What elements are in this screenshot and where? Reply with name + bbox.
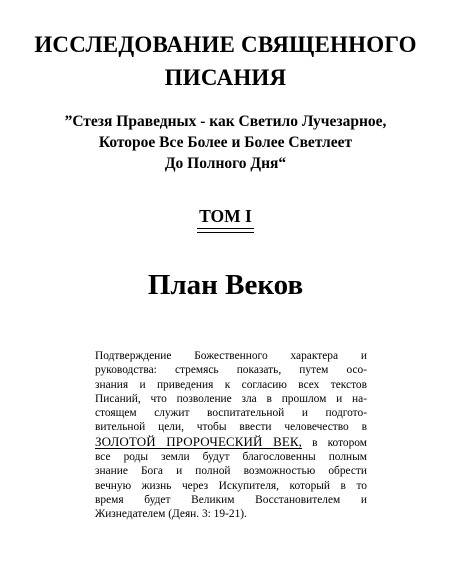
body-line-11: время будет Великим Восстановителем и [95,493,367,506]
body-line-4: Писаний, что позволение зла в прошлом и на- [95,392,367,405]
body-line-1: Подтверждение Божественного характера и [95,350,367,362]
body-line-6: вительной цели, чтобы ввести человечество в [95,421,367,434]
epigraph [0,111,451,174]
title-line-2: ПИСАНИЯ [164,65,287,90]
body-line-7 [95,435,367,450]
body-line-2: руководства: стремясь показать, путем осо- [95,364,367,377]
epigraph-line-2: Которое Все Более и Более Светлеет [98,134,353,151]
epigraph-line-1: ”Стезя Праведных - как Светило Лучезарное, [64,113,387,130]
title-line-1: ИССЛЕДОВАНИЕ СВЯЩЕННОГО [34,32,417,57]
body-line-12: Жизнедателем (Деян. 3: 19-21). [95,508,247,521]
golden-age-phrase: ЗОЛОТОЙ ПРОРОЧЕСКИЙ ВЕК, [95,433,303,449]
body-line-3: знания и приведения к согласию всех текстов [95,378,367,391]
body-line-5: стоящем служит воспитательной и подгото- [95,407,367,420]
body-line-8: все роды земли будут благословенны полным [95,451,367,464]
body-line-10: вечную жизнь через Искупителя, который в то [95,479,367,492]
volume-heading-wrap [0,206,451,229]
golden-age-tail: в котором [302,436,367,449]
description-paragraph [95,349,367,522]
document-title [0,28,451,94]
main-title: План Веков [147,269,304,301]
volume-heading: ТОМ I [197,206,254,229]
epigraph-line-3: До Полного Дня“ [164,155,287,172]
body-line-9: знание Бога и полной возможностью обрести [95,465,367,478]
